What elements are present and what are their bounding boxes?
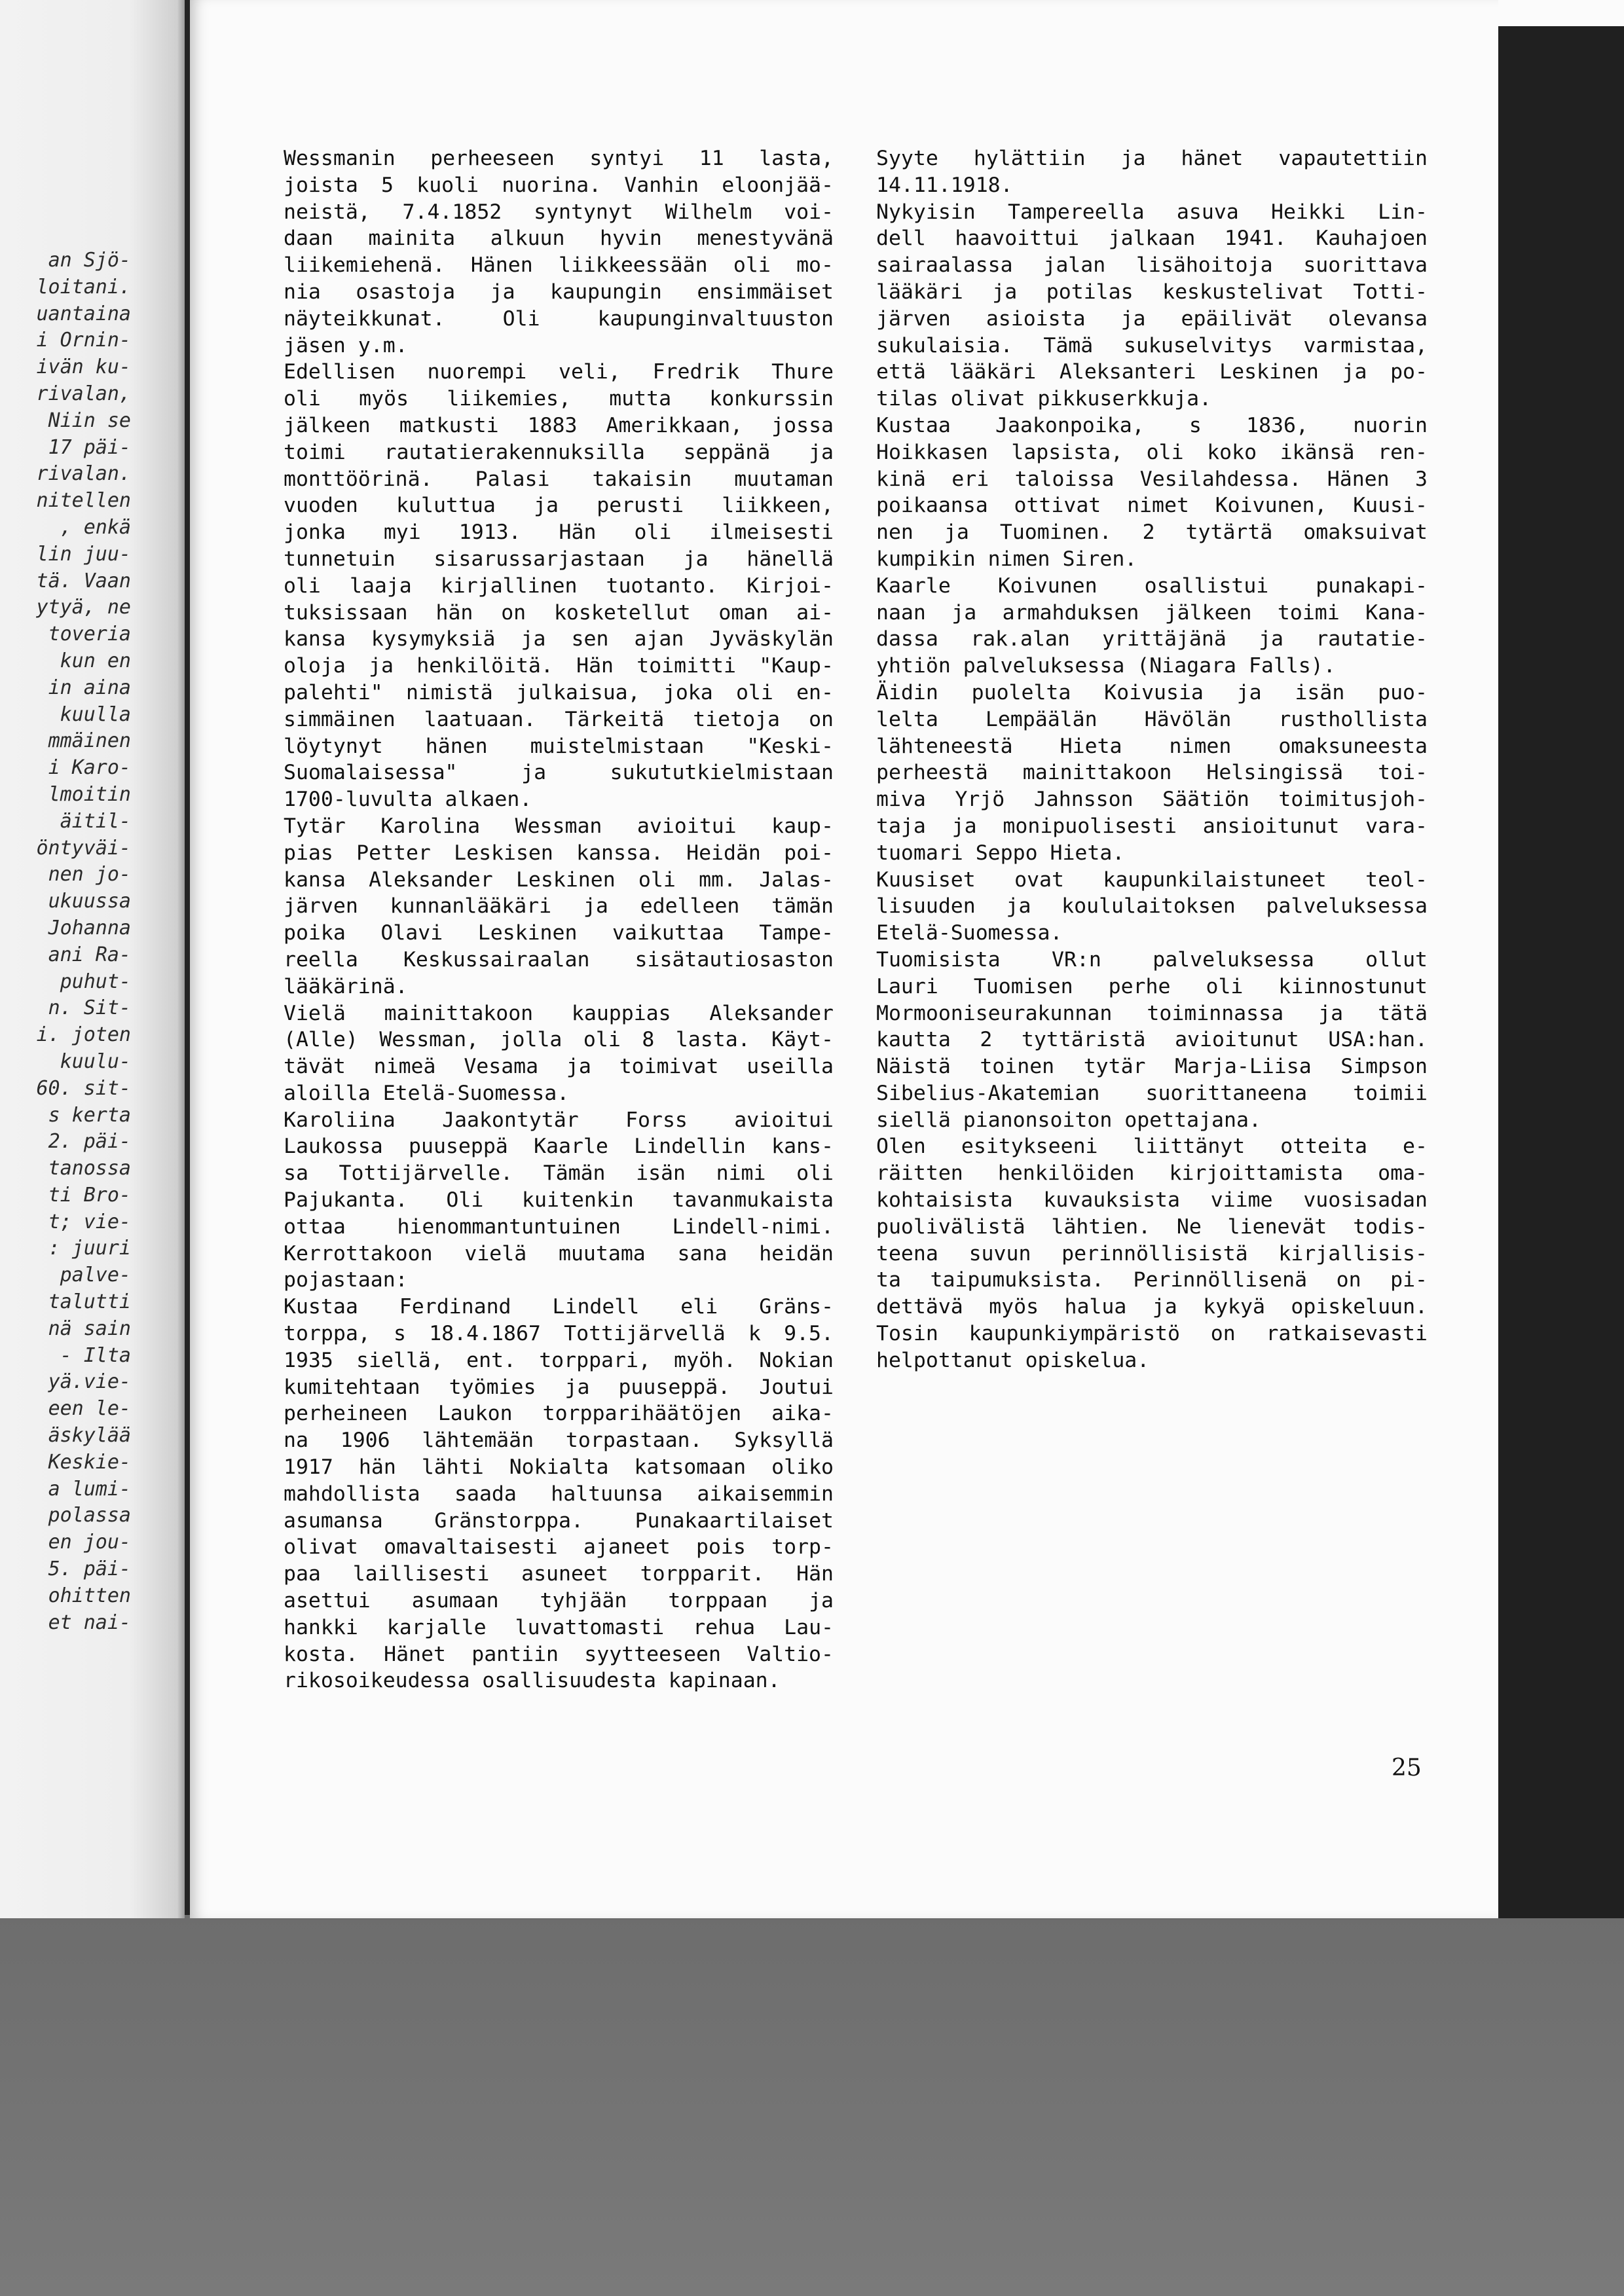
right-column-line: 14.11.1918.: [876, 173, 1013, 197]
facing-page-line: polassa: [48, 1504, 131, 1527]
left-column-line: tuksissaan hän on kosketellut oman ai-: [284, 600, 834, 625]
left-column-line: jonka myi 1913. Hän oli ilmeisesti: [284, 520, 834, 545]
facing-page-line: rivalan.: [36, 462, 131, 486]
right-column-line: Etelä-Suomessa.: [876, 921, 1063, 945]
left-column-line: asumansa Gränstorppa. Punakaartilaiset: [284, 1508, 834, 1533]
facing-page-line: an Sjö-: [48, 249, 131, 272]
right-column-line: dettävä myös halua ja kykyä opiskeluun.: [876, 1295, 1428, 1319]
right-column-line: lelta Lempäälän Hävölän rusthollista: [876, 707, 1428, 731]
facing-page-line: mmäinen: [48, 729, 131, 753]
right-column-line: kautta 2 tyttäristä avioitunut USA:han.: [876, 1028, 1428, 1052]
right-column-line: siellä pianonsoiton opettajana.: [876, 1108, 1261, 1132]
facing-page-line: kun en: [60, 649, 131, 672]
left-column-line: torppa, s 18.4.1867 Tottijärvellä k 9.5.: [284, 1322, 834, 1346]
left-column-line: kosta. Hänet pantiin syytteeseen Valtio-: [284, 1642, 834, 1666]
page-edge-strip: [1498, 0, 1624, 26]
left-column-line: mahdollista saada haltuunsa aikaisemmin: [284, 1482, 834, 1506]
right-column-line: miva Yrjö Jahnsson Säätiön toimitusjoh-: [876, 788, 1428, 812]
right-column-line: Mormooniseurakunnan toiminnassa ja tätä: [876, 1001, 1428, 1025]
left-column-line: oloja ja henkilöitä. Hän toimitti "Kaup-: [284, 654, 834, 678]
facing-page-line: 60. sit-: [36, 1076, 131, 1100]
scanner-edge-shadow: [1498, 26, 1624, 1918]
left-column-line: pias Petter Leskisen kanssa. Heidän poi-: [284, 841, 834, 865]
facing-page-line: Johanna: [48, 916, 131, 939]
facing-page: [0, 0, 185, 1918]
facing-page-line: i. joten: [36, 1023, 131, 1047]
right-column-line: helpottanut opiskelua.: [876, 1348, 1150, 1372]
right-text-column: [876, 145, 1428, 1374]
right-column-line: perheestä mainittakoon Helsingissä toi-: [876, 761, 1428, 785]
facing-page-line: t; vie-: [48, 1210, 131, 1233]
right-column-line: kohtaisista kuvauksista viime vuosisadan: [876, 1188, 1428, 1212]
right-column-line: Kuusiset ovat kaupunkilaistuneet teol-: [876, 867, 1428, 892]
right-column-line: puolivälistä lähtien. Ne lienevät todis-: [876, 1214, 1428, 1239]
facing-page-line: ani Ra-: [48, 943, 131, 966]
facing-page-line: Niin se: [48, 409, 131, 432]
facing-page-line: et nai-: [48, 1611, 131, 1634]
left-column-line: nia osastoja ja kaupungin ensimmäiset: [284, 280, 834, 304]
right-column-line: dassa rak.alan yrittäjänä ja rautatie-: [876, 627, 1428, 651]
right-column-line: ta taipumuksista. Perinnöllisenä on pi-: [876, 1268, 1428, 1292]
left-text-column: [284, 145, 834, 1694]
right-column-line: taja ja monipuolisesti ansioitunut vara-: [876, 814, 1428, 838]
left-column-line: Suomalaisessa" ja sukututkielmistaan: [284, 761, 834, 785]
facing-page-line: loitani.: [36, 275, 131, 299]
facing-page-line: nä sain: [48, 1317, 131, 1340]
right-column-line: teena suvun perinnöllisistä kirjallisis-: [876, 1241, 1428, 1266]
right-column-line: dell haavoittui jalkaan 1941. Kauhajoen: [876, 227, 1428, 251]
facing-page-line: ohitten: [48, 1584, 131, 1607]
facing-page-line: een le-: [48, 1397, 131, 1421]
left-column-line: na 1906 lähtemään torpastaan. Syksyllä: [284, 1429, 834, 1453]
right-column-line: yhtiön palveluksessa (Niagara Falls).: [876, 654, 1336, 678]
left-column-line: neistä, 7.4.1852 syntynyt Wilhelm voi-: [284, 200, 834, 224]
left-column-line: oli laaja kirjallinen tuotanto. Kirjoi-: [284, 574, 834, 598]
page-number: 25: [1392, 1755, 1422, 1781]
left-column-line: ottaa hienommantuntuinen Lindell-nimi.: [284, 1214, 834, 1239]
left-column-line: perheineen Laukon torpparihäätöjen aika-: [284, 1402, 834, 1426]
right-column-line: nen ja Tuominen. 2 tytärtä omaksuivat: [876, 520, 1428, 545]
left-column-line: järven kunnanlääkäri ja edelleen tämän: [284, 894, 834, 919]
right-column-line: tilas olivat pikkuserkkuja.: [876, 387, 1212, 411]
left-column-line: Edellisen nuorempi veli, Fredrik Thure: [284, 360, 834, 384]
right-column-line: Tosin kaupunkiympäristö on ratkaisevasti: [876, 1322, 1428, 1346]
facing-page-line: kuulla: [60, 702, 131, 726]
facing-page-line: ivän ku-: [36, 355, 131, 379]
facing-page-line: 17 päi-: [48, 435, 131, 459]
right-column-line: Nykyisin Tampereella asuva Heikki Lin-: [876, 200, 1428, 224]
facing-page-line: ytyä, ne: [36, 596, 131, 619]
facing-page-line: toveria: [48, 623, 131, 646]
facing-page-line: lin juu-: [36, 542, 131, 566]
left-column-line: tunnetuin sisarussarjastaan ja hänellä: [284, 547, 834, 571]
left-column-line: daan mainita alkuun hyvin menestyvänä: [284, 227, 834, 251]
scanner-lid-area: [0, 1915, 1624, 2296]
left-column-line: palehti" nimistä julkaisua, joka oli en-: [284, 680, 834, 704]
facing-page-text: [0, 247, 131, 1636]
left-column-line: oli myös liikemies, mutta konkurssin: [284, 387, 834, 411]
left-column-line: Karoliina Jaakontytär Forss avioitui: [284, 1108, 834, 1132]
right-column-line: että lääkäri Aleksanteri Leskinen ja po-: [876, 360, 1428, 384]
right-column-line: Äidin puolelta Koivusia ja isän puo-: [876, 680, 1428, 704]
facing-page-line: ukuussa: [48, 890, 131, 913]
left-column-line: olivat omavaltaisesti ajaneet pois torp-: [284, 1535, 834, 1559]
left-column-line: tävät nimeä Vesama ja toimivat useilla: [284, 1055, 834, 1079]
right-column-line: Sibelius-Akatemian suorittaneena toimii: [876, 1081, 1428, 1105]
left-column-line: Wessmanin perheeseen syntyi 11 lasta,: [284, 147, 834, 170]
facing-page-line: lmoitin: [48, 782, 131, 806]
left-column-line: jälkeen matkusti 1883 Amerikkaan, jossa: [284, 413, 834, 437]
left-column-line: hankki karjalle luvattomasti rehua Lau-: [284, 1615, 834, 1639]
left-column-line: kumitehtaan työmies ja puuseppä. Joutui: [284, 1375, 834, 1399]
right-column-line: räitten henkilöiden kirjoittamista oma-: [876, 1161, 1428, 1186]
right-column-line: Kustaa Jaakonpoika, s 1836, nuorin: [876, 413, 1428, 437]
left-column-line: 1935 siellä, ent. torppari, myöh. Nokian: [284, 1348, 834, 1372]
facing-page-line: yä.vie-: [48, 1370, 131, 1394]
left-column-line: Kerrottakoon vielä muutama sana heidän: [284, 1241, 834, 1266]
left-column-line: simmäinen laatuaan. Tärkeitä tietoja on: [284, 707, 834, 731]
left-column-line: pojastaan:: [284, 1268, 408, 1292]
right-column-line: kinä eri taloissa Vesilahdessa. Hänen 3: [876, 467, 1428, 491]
left-column-line: kansa kysymyksiä ja sen ajan Jyväskylän: [284, 627, 834, 651]
right-column-line: kumpikin nimen Siren.: [876, 547, 1137, 571]
right-column-line: Lauri Tuomisen perhe oli kiinnostunut: [876, 974, 1428, 998]
facing-page-line: 5. päi-: [48, 1558, 131, 1581]
left-column-line: Tytär Karolina Wessman avioitui kaup-: [284, 814, 834, 838]
left-column-line: näyteikkunat. Oli kaupunginvaltuuston: [284, 306, 834, 331]
right-column-line: sukulaisia. Tämä sukuselvitys varmistaa,: [876, 333, 1428, 357]
left-column-line: jäsen y.m.: [284, 333, 408, 357]
left-column-line: toimi rautatierakennuksilla seppänä ja: [284, 440, 834, 464]
left-column-line: poika Olavi Leskinen vaikuttaa Tampe-: [284, 921, 834, 945]
right-column-line: Näistä toinen tytär Marja-Liisa Simpson: [876, 1055, 1428, 1079]
right-column-line: lisuuden ja koululaitoksen palveluksessa: [876, 894, 1428, 919]
facing-page-line: nitellen: [36, 489, 131, 513]
left-column-line: asettui asumaan tyhjään torppaan ja: [284, 1589, 834, 1613]
facing-page-line: , enkä: [60, 515, 131, 539]
facing-page-line: öntyväi-: [36, 836, 131, 860]
facing-page-line: tanossa: [48, 1157, 131, 1180]
left-column-line: aloilla Etelä-Suomessa.: [284, 1081, 570, 1105]
right-column-line: Hoikkasen lapsista, oli koko ikänsä ren-: [876, 440, 1428, 464]
left-column-line: sa Tottijärvelle. Tämän isän nimi oli: [284, 1161, 834, 1186]
left-column-line: paa laillisesti asuneet torpparit. Hän: [284, 1562, 834, 1586]
facing-page-line: - Ilta: [60, 1343, 131, 1367]
left-column-line: liikemiehenä. Hänen liikkeessään oli mo-: [284, 253, 834, 278]
left-column-line: Vielä mainittakoon kauppias Aleksander: [284, 1001, 834, 1025]
right-column-line: naan ja armahduksen jälkeen toimi Kana-: [876, 600, 1428, 625]
left-column-line: löytynyt hänen muistelmistaan "Keski-: [284, 734, 834, 758]
left-column-line: kansa Aleksander Leskinen oli mm. Jalas-: [284, 867, 834, 892]
facing-page-line: ti Bro-: [48, 1183, 131, 1207]
left-column-line: 1917 hän lähti Nokialta katsomaan oliko: [284, 1455, 834, 1480]
facing-page-line: rivalan,: [36, 382, 131, 405]
facing-page-line: i Ornin-: [36, 329, 131, 352]
facing-page-line: n. Sit-: [48, 996, 131, 1020]
right-column-line: sairaalassa jalan lisähoitoja suorittava: [876, 253, 1428, 278]
left-column-line: reella Keskussairaalan sisätautiosaston: [284, 947, 834, 972]
facing-page-line: talutti: [48, 1290, 131, 1314]
facing-page-line: puhut-: [60, 970, 131, 993]
right-column-line: lääkäri ja potilas keskustelivat Totti-: [876, 280, 1428, 304]
left-column-line: 1700-luvulta alkaen.: [284, 788, 532, 812]
right-column-line: lähteneestä Hieta nimen omaksuneesta: [876, 734, 1428, 758]
right-column-line: Syyte hylättiin ja hänet vapautettiin: [876, 147, 1428, 170]
facing-page-line: 2. päi-: [48, 1130, 131, 1154]
right-column-line: poikaansa ottivat nimet Koivunen, Kuusi-: [876, 494, 1428, 518]
facing-page-line: en jou-: [48, 1531, 131, 1554]
right-column-line: tuomari Seppo Hieta.: [876, 841, 1125, 865]
facing-page-line: tä. Vaan: [36, 569, 131, 592]
left-column-line: joista 5 kuoli nuorina. Vanhin eloonjää-: [284, 173, 834, 197]
left-column-line: (Alle) Wessman, jolla oli 8 lasta. Käyt-: [284, 1028, 834, 1052]
facing-page-line: nen jo-: [48, 863, 131, 886]
facing-page-line: a lumi-: [48, 1477, 131, 1501]
left-column-line: lääkärinä.: [284, 974, 408, 998]
left-column-line: Kustaa Ferdinand Lindell eli Gräns-: [284, 1295, 834, 1319]
facing-page-line: s kerta: [48, 1103, 131, 1127]
right-column-line: Kaarle Koivunen osallistui punakapi-: [876, 574, 1428, 598]
left-column-line: Pajukanta. Oli kuitenkin tavanmukaista: [284, 1188, 834, 1212]
facing-page-line: in aina: [48, 676, 131, 699]
facing-page-line: äskylää: [48, 1424, 131, 1448]
facing-page-line: kuulu-: [60, 1049, 131, 1073]
facing-page-line: i Karo-: [48, 756, 131, 780]
left-column-line: Laukossa puuseppä Kaarle Lindellin kans-: [284, 1135, 834, 1159]
left-column-line: vuoden kuluttua ja perusti liikkeen,: [284, 494, 834, 518]
right-column-line: Olen esitykseeni liittänyt otteita e-: [876, 1135, 1428, 1159]
right-column-line: Tuomisista VR:n palveluksessa ollut: [876, 947, 1428, 972]
left-column-line: rikosoikeudessa osallisuudesta kapinaan.: [284, 1669, 781, 1693]
facing-page-line: uantaina: [36, 302, 131, 325]
facing-page-line: Keskie-: [48, 1450, 131, 1474]
facing-page-line: : juuri: [48, 1237, 131, 1260]
facing-page-line: äitil-: [60, 809, 131, 833]
right-column-line: järven asioista ja epäilivät olevansa: [876, 306, 1428, 331]
left-column-line: monttöörinä. Palasi takaisin muutaman: [284, 467, 834, 491]
facing-page-line: palve-: [60, 1264, 131, 1287]
